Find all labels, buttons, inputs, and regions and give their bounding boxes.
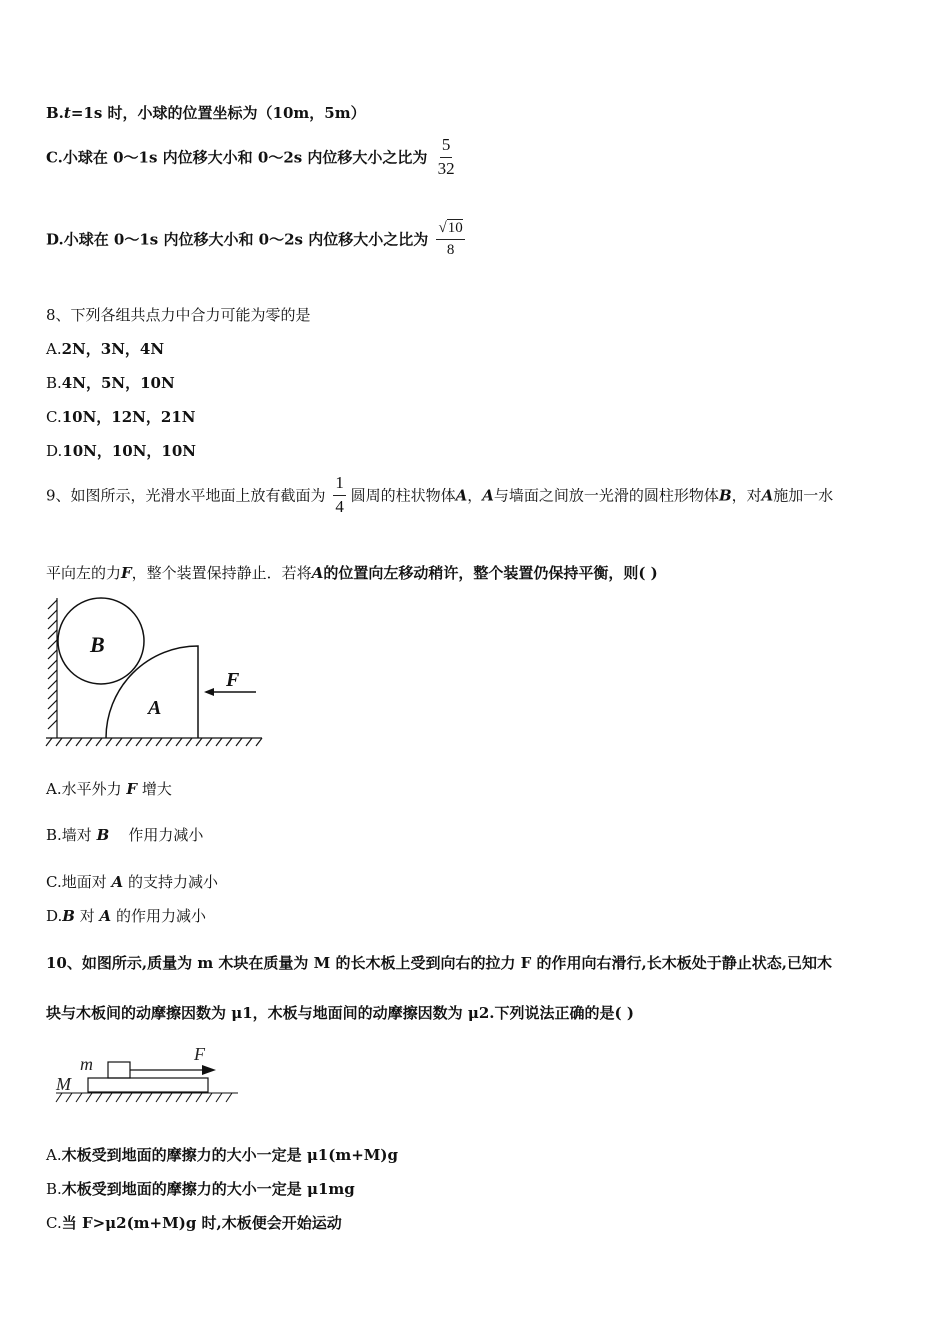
q10-option-a: A.木板受到地面的摩擦力的大小一定是 μ1(m+M)g [46,1146,398,1164]
q10-option-c: C.当 F>μ2(m+M)g 时,木板便会开始运动 [46,1214,342,1232]
q7-option-c: C.小球在 0～1s 内位移大小和 0～2s 内位移大小之比为 $\frac{5}{32}$ [46,135,455,178]
fraction-1-4: $\frac{1}{4}$ [335,473,344,516]
q9-option-d: D.B 对 A 的作用力减小 [46,907,206,925]
q8-option-d: D.10N，10N，10N [46,442,197,460]
q8-stem: 8、下列各组共点力中合力可能为零的是 [46,306,311,324]
q10-figure [52,1040,244,1110]
label-b: B [90,632,105,657]
q8-option-b: B.4N，5N，10N [46,374,175,392]
wall-hatch [48,598,57,738]
q8-option-a: A.2N，3N，4N [46,340,165,358]
label-f: F [226,669,240,691]
ground-hatch [56,1093,232,1102]
q9-option-b: B.墙对 B 作用力减小 [46,826,204,844]
q8-option-c: C.10N，12N，21N [46,408,196,426]
q10-stem-line1: 10、如图所示,质量为 m 木块在质量为 M 的长木板上受到向右的拉力 F 的作用向右滑行,长木板处于静止状态,已知木 [46,954,833,972]
q9-option-a: A.水平外力 F 增大 [46,780,172,798]
ground-hatch [46,738,262,746]
q9-figure [44,596,266,748]
block-m [108,1062,130,1078]
sqrt-sign: √ [438,220,447,236]
label-m: m [80,1054,93,1074]
quarter-cylinder-a [106,646,198,738]
label-a: A [148,697,162,719]
label-f: F [194,1044,205,1064]
q7-option-b: B.t=1s 时，小球的位置坐标为（10m，5m） [46,104,366,122]
q9-stem-line1: 9、如图所示，光滑水平地面上放有截面为 $\frac{1}{4}$ 圆周的柱状物体A，A与墙面之间放一光滑的圆柱形物体B，对A施加一水 [46,473,834,516]
arrow-head-icon [204,688,214,696]
board-big-m [88,1078,208,1092]
arrow-head-icon [202,1065,216,1075]
q10-stem-line2: 块与木板间的动摩擦因数为 μ1，木板与地面间的动摩擦因数为 μ2.下列说法正确的是( ) [46,1004,634,1022]
q9-stem-line2: 平向左的力F，整个装置保持静止．若将A的位置向左移动稍许，整个装置仍保持平衡，则( ) [46,564,658,582]
label-big-m: M [56,1074,71,1094]
q9-option-c: C.地面对 A 的支持力减小 [46,873,218,891]
q10-option-b: B.木板受到地面的摩擦力的大小一定是 μ1mg [46,1180,355,1198]
q7-option-d: D.小球在 0～1s 内位移大小和 0～2s 内位移大小之比为 $\frac{√10}{8}$ [46,220,463,258]
fraction-5-32: $\frac{5}{32}$ [437,135,455,178]
var-t: t [63,104,71,122]
fraction-sqrt10-8: $\frac{√10}{8}$ [438,220,463,258]
